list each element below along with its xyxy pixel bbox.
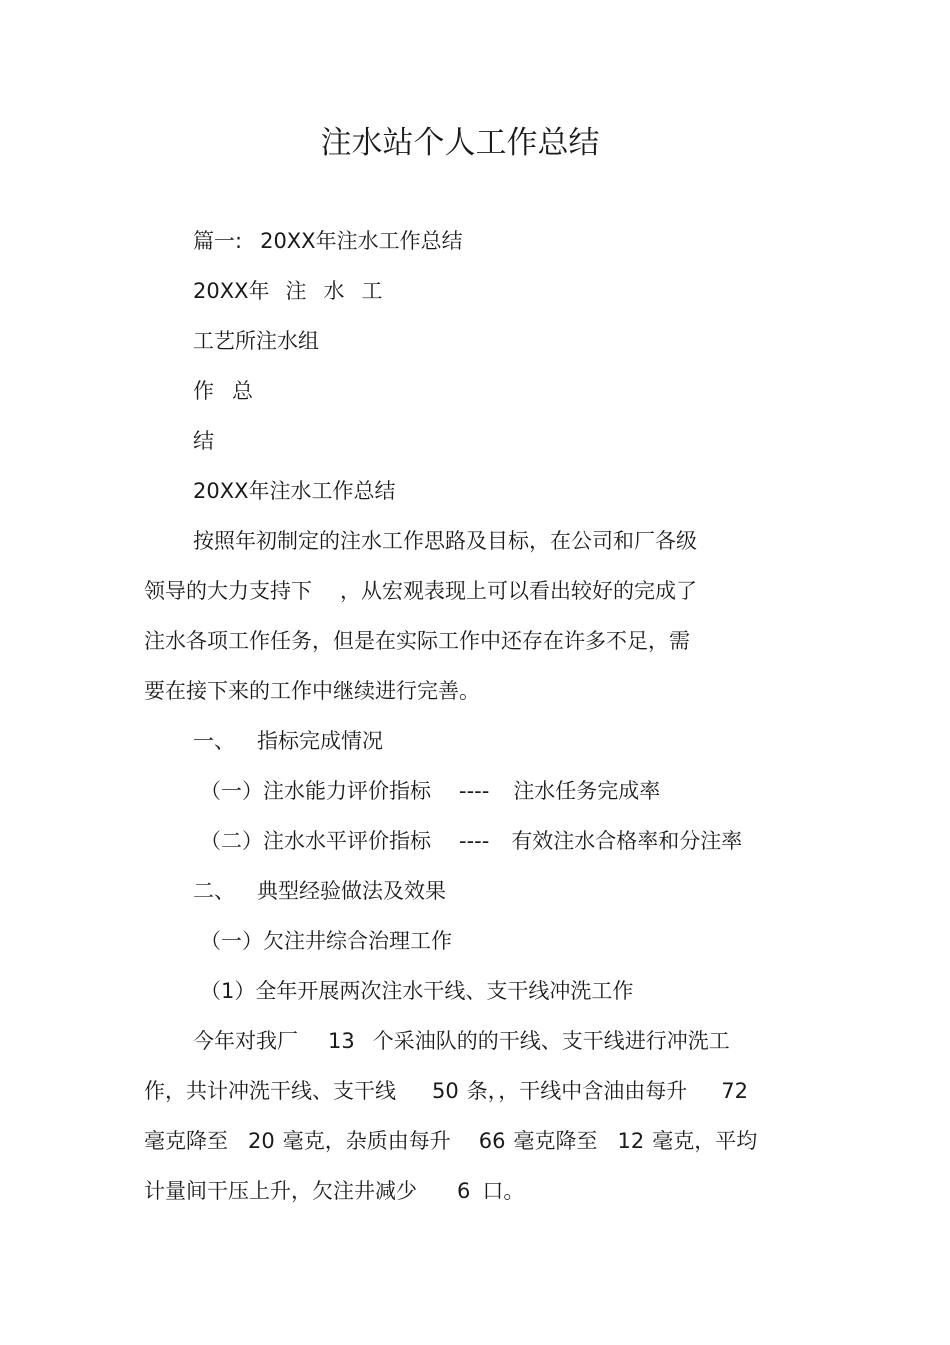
intro-line-3: 注水各项工作任务，但是在实际工作中还存在许多不足，需 — [144, 629, 690, 653]
cover-dept: 工艺所注水组 — [193, 329, 319, 353]
indicator-item-2 — [200, 826, 742, 856]
cover-char: 总 — [232, 379, 253, 403]
item-desc: 注水任务完成率 — [513, 779, 661, 803]
cover-line-zuozong — [193, 376, 253, 406]
experience-item-1 — [200, 926, 452, 956]
body-line-2 — [144, 1076, 748, 1106]
body-number: 50 — [432, 1079, 459, 1103]
experience-subitem-1 — [200, 976, 633, 1006]
item-label: 注水能力评价指标 — [263, 779, 431, 803]
body-number: 13 — [328, 1029, 355, 1053]
body-number: 6 — [457, 1179, 471, 1203]
indicator-item-1 — [200, 776, 660, 806]
cover-line-year — [193, 276, 383, 306]
intro-line-4: 要在接下来的工作中继续进行完善。 — [144, 679, 480, 703]
item-label: 全年开展两次注水干线、支干线冲洗工作 — [255, 979, 634, 1003]
section-heading-2 — [193, 876, 446, 906]
item-dash: ---- — [459, 779, 490, 803]
body-text: 毫克，杂质由每升 — [282, 1129, 451, 1153]
piece-number: 篇一: — [193, 229, 243, 253]
body-number: 72 — [721, 1079, 748, 1103]
body-text: 口。 — [482, 1179, 525, 1203]
body-text: 今年对我厂 — [193, 1029, 298, 1053]
body-number: 66 — [478, 1129, 506, 1153]
intro-line-2 — [144, 576, 697, 606]
section-number: 一、 — [193, 729, 235, 753]
intro-line-2-part-a: 领导的大力支持下 — [144, 579, 312, 603]
document-title: 注水站个人工作总结 — [320, 125, 600, 161]
intro-line-2-part-b: ，从宏观表现上可以看出较好的完成了 — [340, 579, 697, 603]
body-text: 作，共计冲洗干线、支干线 — [144, 1079, 396, 1103]
body-text: 毫克降至 — [144, 1129, 228, 1153]
item-label: 注水水平评价指标 — [263, 829, 431, 853]
section-number: 二、 — [193, 879, 235, 903]
body-text: 条，，干线中含油由每升 — [466, 1079, 688, 1103]
cover-char: 注 — [285, 279, 307, 303]
piece-heading — [193, 226, 463, 256]
item-number: （1） — [200, 979, 256, 1003]
piece-title: 20XX年注水工作总结 — [260, 229, 463, 253]
item-label: 欠注井综合治理工作 — [263, 929, 452, 953]
body-number: 20 — [248, 1129, 275, 1153]
summary-title: 20XX年注水工作总结 — [193, 479, 396, 503]
item-number: （一） — [200, 779, 263, 803]
cover-char: 作 — [193, 379, 214, 403]
body-line-1 — [193, 1026, 730, 1056]
body-line-3 — [144, 1126, 757, 1156]
section-heading-1 — [193, 726, 383, 756]
body-text: 毫克，平均 — [652, 1129, 758, 1153]
body-text: 个采油队的的干线、支干线进行冲洗工 — [372, 1029, 730, 1053]
cover-char-jie: 结 — [193, 429, 214, 453]
section-label: 典型经验做法及效果 — [257, 879, 446, 903]
body-text: 计量间干压上升，欠注井减少 — [144, 1179, 417, 1203]
item-number: （一） — [200, 929, 263, 953]
item-desc: 有效注水合格率和分注率 — [511, 829, 743, 853]
body-number: 12 — [617, 1129, 645, 1153]
cover-char: 水 — [323, 279, 345, 303]
body-line-4 — [144, 1176, 524, 1206]
cover-char: 工 — [361, 279, 383, 303]
intro-line-1: 按照年初制定的注水工作思路及目标，在公司和厂各级 — [193, 529, 697, 553]
body-text: 毫克降至 — [513, 1129, 598, 1153]
cover-year: 20XX年 — [193, 279, 270, 303]
item-number: （二） — [200, 829, 263, 853]
item-dash: ---- — [459, 829, 490, 853]
section-label: 指标完成情况 — [257, 729, 383, 753]
